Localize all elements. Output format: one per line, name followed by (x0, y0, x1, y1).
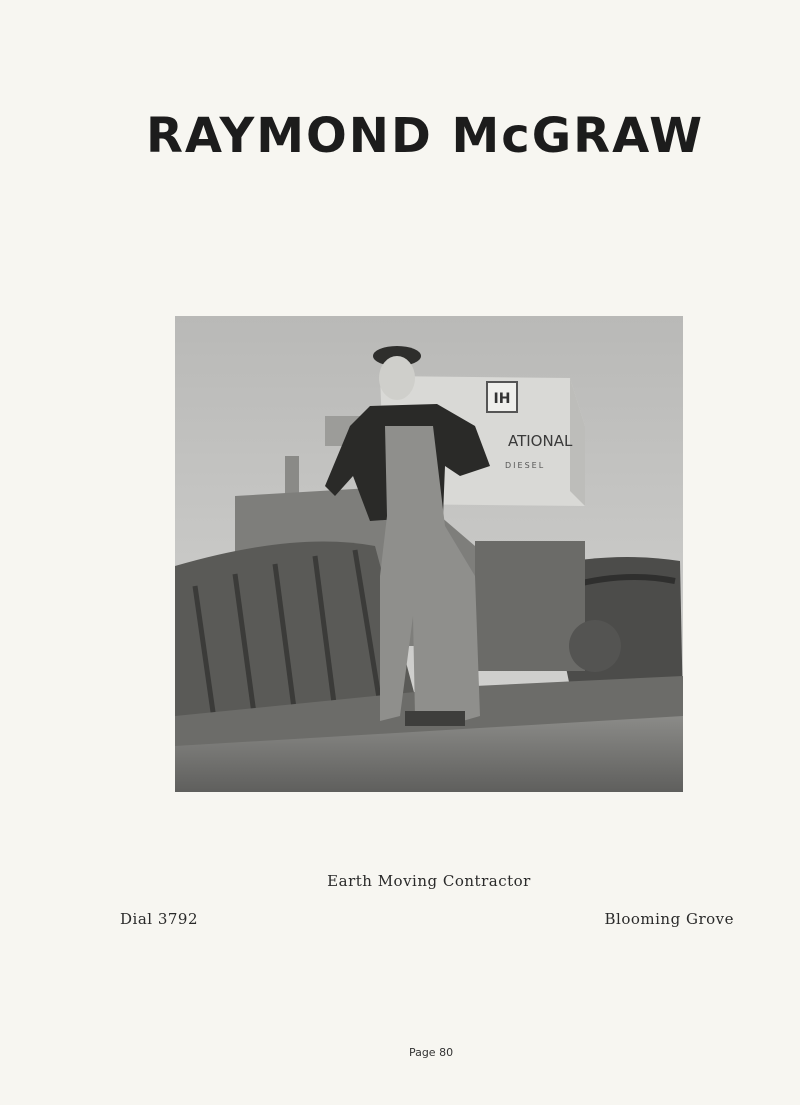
town-name: Blooming Grove (604, 910, 734, 928)
svg-text:DIESEL: DIESEL (505, 461, 546, 470)
portrait-photo (175, 316, 683, 792)
bulldozer-photo-illustration (175, 316, 683, 792)
undercarriage (475, 541, 585, 671)
phone-number: Dial 3792 (120, 910, 199, 928)
page-title: RAYMOND McGRAW (145, 108, 705, 164)
exhaust-stack (285, 456, 299, 496)
svg-text:IH: IH (493, 391, 511, 407)
occupation-caption: Earth Moving Contractor (327, 872, 531, 890)
page-number: Page 80 (408, 1046, 454, 1059)
svg-text:ATIONAL: ATIONAL (508, 432, 573, 450)
